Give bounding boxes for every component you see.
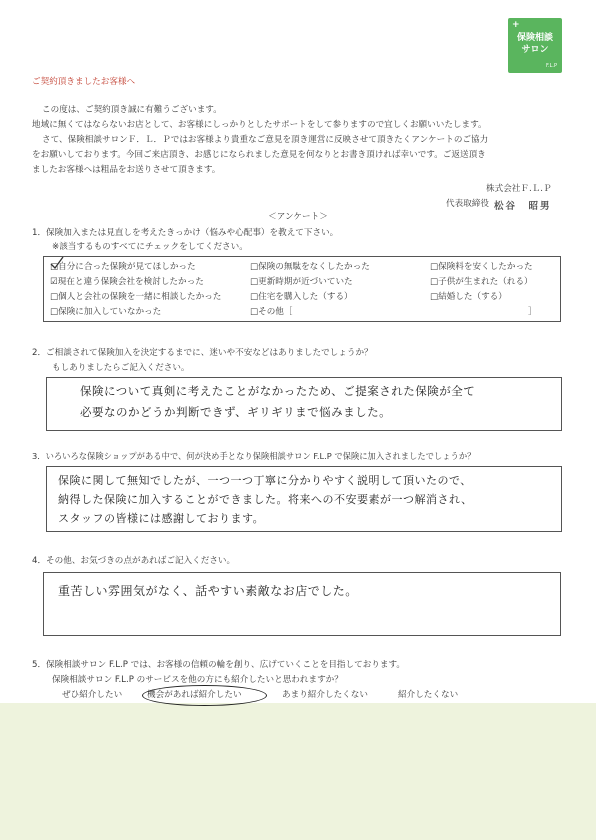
logo-small-text: F.L.P	[545, 63, 557, 69]
q1-option-9[interactable]: □結婚した（する）	[430, 292, 507, 302]
q4-answer-line-1: 重苦しい雰囲気がなく、話やすい素敵なお店でした。	[58, 584, 358, 598]
q5-question: 5．保険相談サロン F.L.P では、お客様の信頼の輪を創り、広げていくことを目指しております。	[32, 660, 405, 670]
intro-line-2: 地域に無くてはならないお店として、お客様にしっかりとしたサポートをして参りますので宜しくお願いいたします。	[32, 120, 487, 130]
intro-line-5: ましたお客様へは粗品をお送りさせて頂きます。	[32, 165, 221, 175]
q4-question: 4．その他、お気づきの点があればご記入ください。	[32, 556, 236, 566]
q1-option-11-close: ］	[528, 307, 537, 317]
q1-question: 1．保険加入または見直しを考えたきっかけ（悩みや心配事）を教えて下さい。	[32, 228, 339, 238]
q1-option-2[interactable]: □保険の無駄をなくしたかった	[250, 262, 370, 272]
survey-title: ＜アンケート＞	[268, 212, 328, 222]
q3-answer-line-3: スタッフの皆様には感謝しております。	[58, 512, 265, 525]
q1-note: ※該当するものすべてにチェックをしてください。	[52, 242, 248, 252]
q1-option-5[interactable]: □更新時期が近づいていた	[250, 277, 353, 287]
q5-option-2[interactable]: 機会があれば紹介したい	[147, 690, 242, 700]
q2-answer-line-2: 必要なのかどうか判断できず、ギリギリまで悩みました。	[80, 405, 392, 419]
q2-sub: もしありましたらご記入ください。	[52, 363, 190, 373]
representative-signature: 松谷 昭男	[494, 201, 552, 212]
q1-option-7[interactable]: □個人と会社の保険を一緒に相談したかった	[50, 292, 222, 302]
q5-option-3[interactable]: あまり紹介したくない	[282, 690, 368, 700]
q3-answer-line-2: 納得した保険に加入することができました。将来への不安要素が一つ解消され、	[58, 493, 473, 506]
q1-option-6[interactable]: □子供が生まれた（れる）	[430, 277, 533, 287]
q2-question: 2．ご相談されて保険加入を決定するまでに、迷いや不安などはありましたでしょうか？	[32, 348, 373, 358]
handwritten-check-icon	[49, 255, 67, 271]
q1-option-4[interactable]: ☑現在と違う保険会社を検討したかった	[50, 277, 204, 287]
intro-line-3: さて、保険相談サロンＦ．Ｌ．Ｐではお客様より貴重なご意見を頂き運営に反映させて頂きたくアンケートのご協力	[42, 135, 489, 145]
company-logo	[508, 18, 562, 73]
q5-option-4[interactable]: 紹介したくない	[398, 690, 459, 700]
intro-line-4: をお願いしております。今回ご来店頂き、お感じになられました意見を何なりとお書き頂ければ幸いです。ご返送頂き	[32, 150, 486, 160]
bottom-tint-area	[0, 703, 596, 840]
representative-title: 代表取締役	[446, 199, 489, 209]
q3-question: 3．いろいろな保険ショップがある中で、何が決め手となり保険相談サロン F.L.P で保険に加入されましたでしょうか？	[32, 451, 476, 461]
intro-line-1: この度は、ご契約頂き誠に有難うございます。	[42, 105, 222, 115]
selected-option-circle	[142, 685, 267, 706]
q1-option-10[interactable]: □保険に加入していなかった	[50, 307, 162, 317]
q2-answer-line-1: 保険について真剣に考えたことがなかったため、ご提案された保険が全て	[80, 384, 476, 398]
q1-option-1[interactable]: □自分に合った保険が見てほしかった	[50, 262, 196, 272]
company-name: 株式会社Ｆ.Ｌ.Ｐ	[486, 184, 552, 194]
q1-option-11[interactable]: □その他［	[250, 307, 293, 317]
q5-sub: 保険相談サロン F.L.P のサービスを他の方にも紹介したいと思われますか？	[52, 675, 343, 685]
q1-option-8[interactable]: □住宅を購入した（する）	[250, 292, 353, 302]
q1-option-3[interactable]: □保険料を安くしたかった	[430, 262, 533, 272]
q5-option-1[interactable]: ぜひ紹介したい	[62, 690, 123, 700]
q3-answer-line-1: 保険に関して無知でしたが、一つ一つ丁寧に分かりやすく説明して頂いたので、	[58, 474, 472, 487]
logo-line2: サロン	[521, 45, 549, 55]
greeting: ご契約頂きましたお客様へ	[32, 77, 136, 87]
plus-icon: +	[512, 20, 520, 30]
logo-line1: 保険相談	[516, 33, 553, 43]
